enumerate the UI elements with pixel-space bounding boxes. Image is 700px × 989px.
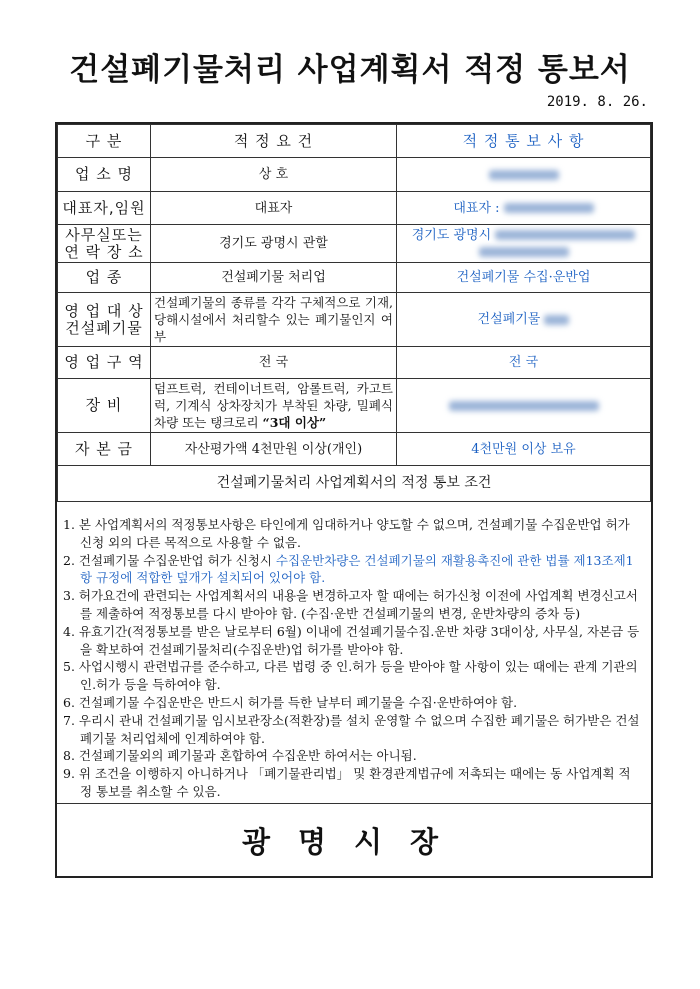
table-row (58, 192, 651, 225)
row-result-text: 건설폐기물 (477, 312, 541, 327)
document-title: 건설폐기물처리 사업계획서 적정 통보서 (69, 52, 631, 88)
row-result: 4천만원 이상 보유 (397, 433, 651, 466)
table-row (58, 379, 651, 433)
row-label: 자 본 금 (58, 433, 151, 466)
row-result (397, 293, 651, 347)
condition-item: 7. 우리시 관내 건설폐기물 임시보관장소(적환장)를 설치 운영할 수 없으며 수집한 폐기물은 허가받은 건설폐기물 처리업체에 인계하여야 함. (63, 712, 640, 746)
equipment-text: 덤프트럭, 컨테이너트럭, 암롤트럭, 카고트럭, 기계식 상차장치가 부착된 차량, 밀폐식차량 또는 탱크로리 (154, 381, 393, 430)
condition-item: 5. 사업시행시 관련법규를 준수하고, 다른 법령 중 인.허가 등을 받아야 할 사항이 있는 때에는 관계 기관의 인.허가 등을 득하여야 함. (63, 659, 638, 693)
row-label: 업 소 명 (58, 158, 151, 192)
row-requirement (151, 379, 397, 433)
header-requirement: 적 정 요 건 (151, 125, 397, 158)
table-row (58, 225, 651, 263)
table-row (58, 158, 651, 192)
condition-text: 2. 건설폐기물 수집운반업 허가 신청시 (63, 552, 276, 568)
conditions-title: 건설폐기물처리 사업계획서의 적정 통보 조건 (58, 466, 651, 502)
redacted-text (489, 170, 559, 180)
row-label: 영 업 대 상 건설폐기물 (58, 293, 151, 347)
row-requirement: 건설폐기물의 종류를 각각 구체적으로 기재, 당해시설에서 처리할수 있는 폐기물인지 여부 (151, 293, 397, 347)
row-label: 장 비 (58, 379, 151, 433)
requirements-table (57, 124, 651, 502)
row-result (397, 379, 651, 433)
table-row (58, 263, 651, 293)
table-header (58, 125, 651, 158)
row-result (397, 192, 651, 225)
table-row (58, 433, 651, 466)
table-row (58, 347, 651, 379)
row-requirement: 상 호 (151, 158, 397, 192)
condition-item (63, 552, 641, 588)
row-label: 사무실또는 연 락 장 소 (58, 225, 151, 263)
condition-item: 8. 건설폐기물외의 폐기물과 혼합하여 수집운반 하여서는 아니됨. (63, 748, 417, 764)
row-requirement: 건설폐기물 처리업 (151, 263, 397, 293)
row-result (397, 225, 651, 263)
redacted-text (504, 203, 594, 213)
redacted-text (544, 315, 569, 325)
header-result: 적 정 통 보 사 항 (397, 125, 651, 158)
row-requirement: 대표자 (151, 192, 397, 225)
issuer-signature: 광명시장 (57, 803, 651, 876)
condition-item: 9. 위 조건을 이행하지 아니하거나 「폐기물관리법」 및 환경관계법규에 저촉되는 때에는 동 사업계획 적정 통보를 취소할 수 있음. (63, 766, 631, 799)
equipment-minimum: “3대 이상” (262, 415, 327, 430)
row-label: 대표자,임원 (58, 192, 151, 225)
condition-highlight: 수집운반차량은 건설폐기물의 재활용촉진에 관한 법률 제13조제1항 규정에 적합한 덮개가 설치되어 있어야 함. (80, 552, 634, 586)
conditions-list (57, 502, 651, 801)
row-result: 전 국 (397, 347, 651, 379)
row-label: 업 종 (58, 263, 151, 293)
header-category: 구 분 (58, 125, 151, 158)
row-result-text: 경기도 광명시 (411, 227, 492, 243)
condition-item: 4. 유효기간(적정통보를 받은 날로부터 6월) 이내에 건설폐기물수집.운반 차량 3대이상, 사무실, 자본금 등을 확보하여 건설폐기물처리(수집운반)업 허가를 받아야 함. (63, 623, 640, 657)
table-row (58, 293, 651, 347)
row-result-text: 대표자 : (453, 200, 500, 216)
row-result: 건설폐기물 수집·운반업 (397, 263, 651, 293)
condition-item: 1. 본 사업계획서의 적정통보사항은 타인에게 임대하거나 양도할 수 없으며, 건설폐기물 수집운반업 허가신청 외의 다른 목적으로 사용할 수 없음. (63, 517, 630, 550)
condition-item: 3. 허가요건에 관련되는 사업계획서의 내용을 변경하고자 할 때에는 허가신청 이전에 사업계획 변경신고서를 제출하여 적정통보를 다시 받아야 함. (수집·운반 건설폐기물의 변경, 운반차량의 증차 등) (63, 588, 638, 621)
row-requirement: 자산평가액 4천만원 이상(개인) (151, 433, 397, 466)
row-requirement: 경기도 광명시 관할 (151, 225, 397, 263)
redacted-text (495, 230, 635, 240)
row-requirement: 전 국 (151, 347, 397, 379)
notice-frame (55, 122, 653, 878)
row-label: 영 업 구 역 (58, 347, 151, 379)
condition-item: 6. 건설폐기물 수집운반은 반드시 허가를 득한 날부터 폐기물을 수집·운반하여야 함. (63, 694, 518, 710)
issue-date: 2019. 8. 26. (546, 94, 648, 110)
redacted-text (479, 247, 569, 257)
row-result (397, 158, 651, 192)
redacted-text (449, 401, 599, 411)
